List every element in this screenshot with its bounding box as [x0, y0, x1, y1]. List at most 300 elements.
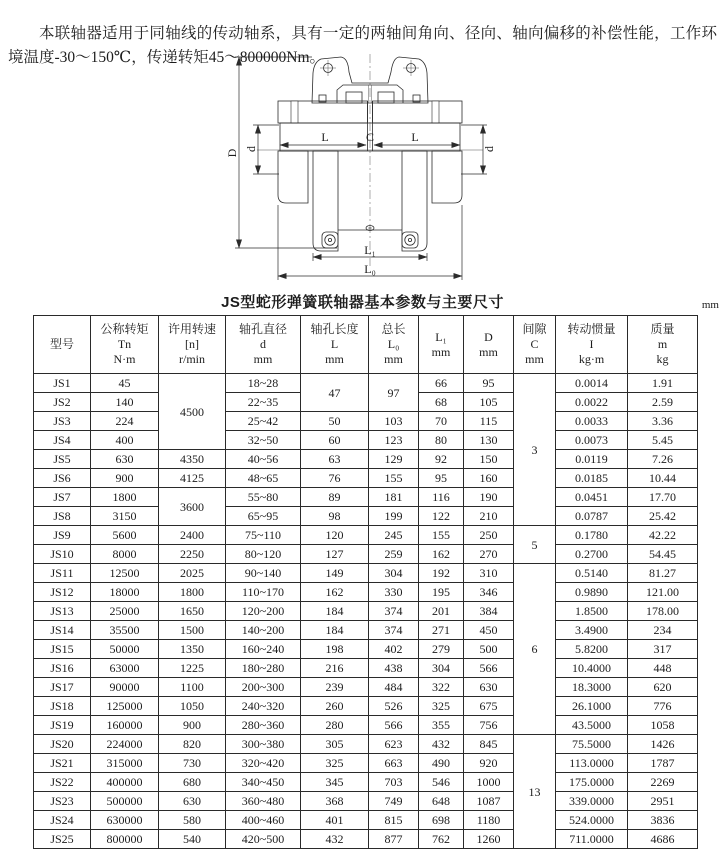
cell-L: 149: [301, 564, 369, 583]
cell-L: 63: [301, 450, 369, 469]
cell-d: 22~35: [226, 393, 301, 412]
cell-L0: 245: [369, 526, 419, 545]
cell-L1: 201: [419, 602, 464, 621]
cell-L: 60: [301, 431, 369, 450]
cell-L: 98: [301, 507, 369, 526]
cell-L1: 762: [419, 830, 464, 849]
cell-tn: 140: [91, 393, 159, 412]
cell-L1: 68: [419, 393, 464, 412]
cell-L1: 279: [419, 640, 464, 659]
cell-L0: 181: [369, 488, 419, 507]
cell-tn: 160000: [91, 716, 159, 735]
cell-L1: 192: [419, 564, 464, 583]
cell-D: 105: [464, 393, 514, 412]
dim-label-L-left: L: [321, 130, 329, 144]
cell-L0: 103: [369, 412, 419, 431]
table-row: [34, 545, 698, 564]
cell-D: 270: [464, 545, 514, 564]
cell-m: 3.36: [628, 412, 698, 431]
cell-m: 776: [628, 697, 698, 716]
cell-L: 162: [301, 583, 369, 602]
cell-d: 40~56: [226, 450, 301, 469]
cell-m: 178.00: [628, 602, 698, 621]
cell-L: 432: [301, 830, 369, 849]
cell-model: JS2: [34, 393, 91, 412]
cell-m: 7.26: [628, 450, 698, 469]
table-row: [34, 697, 698, 716]
cell-m: 81.27: [628, 564, 698, 583]
cell-L0: 663: [369, 754, 419, 773]
cell-I: 0.0073: [556, 431, 628, 450]
cell-L0: 199: [369, 507, 419, 526]
cell-D: 1000: [464, 773, 514, 792]
cell-model: JS12: [34, 583, 91, 602]
cell-model: JS19: [34, 716, 91, 735]
cell-n: 580: [159, 811, 226, 830]
cell-L1: 432: [419, 735, 464, 754]
spec-table-body: [34, 374, 698, 849]
cell-I: 1.8500: [556, 602, 628, 621]
cell-model: JS16: [34, 659, 91, 678]
cell-D: 130: [464, 431, 514, 450]
table-row: [34, 716, 698, 735]
cell-L1: 116: [419, 488, 464, 507]
cell-D: 1087: [464, 792, 514, 811]
header-cell-C: 间隙 C mm: [514, 316, 556, 374]
cell-n: 2400: [159, 526, 226, 545]
cell-L: 127: [301, 545, 369, 564]
cell-I: 0.2700: [556, 545, 628, 564]
cell-m: 1058: [628, 716, 698, 735]
cell-n: 4125: [159, 469, 226, 488]
cell-L: 47: [301, 374, 369, 412]
cell-I: 0.0014: [556, 374, 628, 393]
cell-L0: 129: [369, 450, 419, 469]
cell-model: JS17: [34, 678, 91, 697]
guard-plate-left: [313, 151, 338, 251]
cell-L: 401: [301, 811, 369, 830]
cell-tn: 224000: [91, 735, 159, 754]
cell-tn: 5600: [91, 526, 159, 545]
cell-L0: 484: [369, 678, 419, 697]
cell-m: 25.42: [628, 507, 698, 526]
cell-tn: 3150: [91, 507, 159, 526]
dim-label-d-left: d: [244, 146, 258, 152]
cell-I: 0.9890: [556, 583, 628, 602]
cell-model: JS10: [34, 545, 91, 564]
cell-tn: 63000: [91, 659, 159, 678]
dim-label-L1: L₁: [364, 243, 376, 257]
cell-tn: 400: [91, 431, 159, 450]
cell-d: 180~280: [226, 659, 301, 678]
cell-d: 48~65: [226, 469, 301, 488]
cell-n: 1050: [159, 697, 226, 716]
cell-L1: 546: [419, 773, 464, 792]
cell-model: JS7: [34, 488, 91, 507]
cell-model: JS3: [34, 412, 91, 431]
cell-D: 384: [464, 602, 514, 621]
cell-n: 540: [159, 830, 226, 849]
cell-model: JS4: [34, 431, 91, 450]
cell-L0: 304: [369, 564, 419, 583]
plate-bolt-left: [322, 232, 338, 248]
header-cell-n: 许用转速 [n] r/min: [159, 316, 226, 374]
cell-tn: 400000: [91, 773, 159, 792]
cell-L0: 155: [369, 469, 419, 488]
table-row: [34, 564, 698, 583]
header-cell-d: 轴孔直径 d mm: [226, 316, 301, 374]
cell-L: 345: [301, 773, 369, 792]
table-row: [34, 450, 698, 469]
cell-L1: 304: [419, 659, 464, 678]
spec-table-wrap: [33, 315, 698, 849]
cell-I: 339.0000: [556, 792, 628, 811]
cell-D: 190: [464, 488, 514, 507]
cell-n: 1650: [159, 602, 226, 621]
bolt-hole-left: [320, 60, 336, 76]
table-row: [34, 507, 698, 526]
cell-D: 1260: [464, 830, 514, 849]
cell-n: 1500: [159, 621, 226, 640]
cell-I: 0.1780: [556, 526, 628, 545]
cell-C: 3: [514, 374, 556, 526]
cell-d: 120~200: [226, 602, 301, 621]
table-row: [34, 754, 698, 773]
cell-tn: 1800: [91, 488, 159, 507]
cell-I: 0.0022: [556, 393, 628, 412]
table-row: [34, 659, 698, 678]
cell-L0: 749: [369, 792, 419, 811]
cell-C: 6: [514, 564, 556, 735]
cell-L: 260: [301, 697, 369, 716]
table-row: [34, 526, 698, 545]
cell-tn: 50000: [91, 640, 159, 659]
header-cell-model: 型号: [34, 316, 91, 374]
cell-n: 2025: [159, 564, 226, 583]
cell-d: 200~300: [226, 678, 301, 697]
table-row: [34, 773, 698, 792]
cell-L0: 97: [369, 374, 419, 412]
cell-L1: 155: [419, 526, 464, 545]
cell-I: 75.5000: [556, 735, 628, 754]
cell-I: 524.0000: [556, 811, 628, 830]
dim-label-C: C: [365, 130, 375, 144]
cell-L: 76: [301, 469, 369, 488]
header-row: [34, 316, 698, 374]
table-row: [34, 431, 698, 450]
cell-L1: 355: [419, 716, 464, 735]
cell-L0: 566: [369, 716, 419, 735]
cell-D: 346: [464, 583, 514, 602]
cell-I: 0.0119: [556, 450, 628, 469]
cell-D: 845: [464, 735, 514, 754]
coupling-diagram: [185, 50, 545, 293]
cell-m: 42.22: [628, 526, 698, 545]
cell-L: 50: [301, 412, 369, 431]
cell-L1: 490: [419, 754, 464, 773]
cell-d: 240~320: [226, 697, 301, 716]
dim-d-right: [461, 125, 496, 174]
cell-D: 566: [464, 659, 514, 678]
cell-L0: 259: [369, 545, 419, 564]
cell-m: 3836: [628, 811, 698, 830]
cell-tn: 500000: [91, 792, 159, 811]
cell-L1: 698: [419, 811, 464, 830]
cell-D: 630: [464, 678, 514, 697]
dim-d-left: [244, 125, 279, 174]
cell-model: JS9: [34, 526, 91, 545]
cell-n: 730: [159, 754, 226, 773]
cell-L1: 95: [419, 469, 464, 488]
table-row: [34, 488, 698, 507]
cell-model: JS25: [34, 830, 91, 849]
cell-n: 1800: [159, 583, 226, 602]
cell-I: 26.1000: [556, 697, 628, 716]
cell-L: 184: [301, 602, 369, 621]
cell-model: JS21: [34, 754, 91, 773]
cell-m: 2269: [628, 773, 698, 792]
cell-D: 160: [464, 469, 514, 488]
cell-tn: 125000: [91, 697, 159, 716]
cell-I: 0.0033: [556, 412, 628, 431]
hub-left-lower: [278, 151, 308, 203]
cell-I: 10.4000: [556, 659, 628, 678]
cell-D: 920: [464, 754, 514, 773]
cell-model: JS8: [34, 507, 91, 526]
cell-tn: 90000: [91, 678, 159, 697]
dim-label-L0: L₀: [364, 262, 376, 276]
cell-L0: 123: [369, 431, 419, 450]
cell-d: 90~140: [226, 564, 301, 583]
cell-d: 18~28: [226, 374, 301, 393]
cell-L0: 703: [369, 773, 419, 792]
cell-D: 150: [464, 450, 514, 469]
table-row: [34, 735, 698, 754]
cell-n: 4350: [159, 450, 226, 469]
cell-L: 198: [301, 640, 369, 659]
table-row: [34, 621, 698, 640]
cell-d: 420~500: [226, 830, 301, 849]
cell-model: JS14: [34, 621, 91, 640]
dim-label-D: D: [225, 148, 239, 158]
cell-L1: 122: [419, 507, 464, 526]
cell-m: 54.45: [628, 545, 698, 564]
cell-D: 675: [464, 697, 514, 716]
cell-m: 1787: [628, 754, 698, 773]
table-row: [34, 678, 698, 697]
bolt-hole-right: [403, 60, 419, 76]
header-cell-L0: 总长 L₀ mm: [369, 316, 419, 374]
table-row: [34, 792, 698, 811]
cell-tn: 25000: [91, 602, 159, 621]
cell-m: 17.70: [628, 488, 698, 507]
cell-tn: 900: [91, 469, 159, 488]
cell-tn: 12500: [91, 564, 159, 583]
hub-right-lower: [432, 151, 462, 203]
header-cell-m: 质量 m kg: [628, 316, 698, 374]
cell-m: 5.45: [628, 431, 698, 450]
cell-model: JS13: [34, 602, 91, 621]
header-cell-D: D mm: [464, 316, 514, 374]
cell-n: 1225: [159, 659, 226, 678]
cell-D: 500: [464, 640, 514, 659]
cell-n: 1350: [159, 640, 226, 659]
cell-I: 5.8200: [556, 640, 628, 659]
cell-d: 80~120: [226, 545, 301, 564]
cell-d: 65~95: [226, 507, 301, 526]
dim-label-L-right: L: [411, 130, 419, 144]
table-row: [34, 469, 698, 488]
table-row: [34, 374, 698, 393]
cell-D: 756: [464, 716, 514, 735]
cell-L: 280: [301, 716, 369, 735]
cell-model: JS11: [34, 564, 91, 583]
header-cell-L1: L₁ mm: [419, 316, 464, 374]
cell-L1: 70: [419, 412, 464, 431]
cell-model: JS24: [34, 811, 91, 830]
cell-model: JS6: [34, 469, 91, 488]
cell-d: 55~80: [226, 488, 301, 507]
cell-model: JS18: [34, 697, 91, 716]
cell-n: 3600: [159, 488, 226, 526]
cell-I: 0.5140: [556, 564, 628, 583]
cell-model: JS1: [34, 374, 91, 393]
header-cell-tn: 公称转矩 Tn N·m: [91, 316, 159, 374]
dim-LCL: [280, 130, 460, 145]
plate-bolt-right: [402, 232, 418, 248]
cell-tn: 45: [91, 374, 159, 393]
cell-L0: 402: [369, 640, 419, 659]
coupling-drawing: [185, 50, 545, 293]
cell-d: 280~360: [226, 716, 301, 735]
cell-L1: 80: [419, 431, 464, 450]
cell-m: 1.91: [628, 374, 698, 393]
cell-D: 115: [464, 412, 514, 431]
cell-tn: 35500: [91, 621, 159, 640]
cell-d: 110~170: [226, 583, 301, 602]
cell-m: 1426: [628, 735, 698, 754]
cell-I: 0.0451: [556, 488, 628, 507]
cell-n: 1100: [159, 678, 226, 697]
cell-C: 13: [514, 735, 556, 849]
unit-note: mm: [701, 299, 719, 311]
cell-m: 10.44: [628, 469, 698, 488]
cell-L: 120: [301, 526, 369, 545]
cell-L0: 374: [369, 602, 419, 621]
cell-D: 450: [464, 621, 514, 640]
dim-D: [225, 57, 337, 248]
cell-I: 113.0000: [556, 754, 628, 773]
cell-model: JS23: [34, 792, 91, 811]
table-row: [34, 811, 698, 830]
cell-n: 2250: [159, 545, 226, 564]
cell-I: 0.0787: [556, 507, 628, 526]
cell-model: JS5: [34, 450, 91, 469]
cell-L: 305: [301, 735, 369, 754]
cell-L1: 271: [419, 621, 464, 640]
cell-D: 250: [464, 526, 514, 545]
cell-L0: 374: [369, 621, 419, 640]
cell-L1: 66: [419, 374, 464, 393]
spec-table: [33, 315, 698, 849]
table-title: JS型蛇形弹簧联轴器基本参数与主要尺寸: [221, 294, 504, 311]
cell-d: 140~200: [226, 621, 301, 640]
cell-n: 630: [159, 792, 226, 811]
guard-plate-right: [402, 151, 427, 251]
cell-L1: 92: [419, 450, 464, 469]
cell-d: 360~480: [226, 792, 301, 811]
cell-tn: 315000: [91, 754, 159, 773]
cell-m: 121.00: [628, 583, 698, 602]
cell-tn: 630: [91, 450, 159, 469]
cell-n: 900: [159, 716, 226, 735]
cell-tn: 8000: [91, 545, 159, 564]
cell-L: 325: [301, 754, 369, 773]
cell-d: 320~420: [226, 754, 301, 773]
cell-I: 18.3000: [556, 678, 628, 697]
cell-I: 175.0000: [556, 773, 628, 792]
cell-D: 210: [464, 507, 514, 526]
cell-L1: 322: [419, 678, 464, 697]
intro-paragraph: 本联轴器适用于同轴线的传动轴系，具有一定的两轴间角向、径向、轴向偏移的补偿性能，工作环境温度-30～150℃，传递转矩45～800000Nm。: [8, 24, 717, 66]
cell-I: 43.5000: [556, 716, 628, 735]
cell-n: 4500: [159, 374, 226, 450]
cell-L0: 815: [369, 811, 419, 830]
cell-d: 75~110: [226, 526, 301, 545]
dim-label-d-right: d: [482, 146, 496, 152]
cell-m: 234: [628, 621, 698, 640]
header-cell-I: 转动惯量 I kg·m: [556, 316, 628, 374]
cell-m: 317: [628, 640, 698, 659]
cell-d: 160~240: [226, 640, 301, 659]
cell-n: 680: [159, 773, 226, 792]
cell-L: 239: [301, 678, 369, 697]
cell-L0: 526: [369, 697, 419, 716]
cell-D: 95: [464, 374, 514, 393]
cell-C: 5: [514, 526, 556, 564]
cell-L: 216: [301, 659, 369, 678]
cell-m: 448: [628, 659, 698, 678]
cell-D: 310: [464, 564, 514, 583]
cell-d: 300~380: [226, 735, 301, 754]
cell-m: 4686: [628, 830, 698, 849]
cell-L0: 877: [369, 830, 419, 849]
cell-L1: 648: [419, 792, 464, 811]
header-cell-L: 轴孔长度 L mm: [301, 316, 369, 374]
cell-L1: 162: [419, 545, 464, 564]
cell-m: 620: [628, 678, 698, 697]
cell-I: 0.0185: [556, 469, 628, 488]
cell-D: 1180: [464, 811, 514, 830]
cell-n: 820: [159, 735, 226, 754]
cell-I: 3.4900: [556, 621, 628, 640]
cell-L0: 623: [369, 735, 419, 754]
cell-L1: 325: [419, 697, 464, 716]
cell-model: JS20: [34, 735, 91, 754]
cell-tn: 800000: [91, 830, 159, 849]
spec-table-head: [34, 316, 698, 374]
cell-L0: 438: [369, 659, 419, 678]
cell-L: 89: [301, 488, 369, 507]
table-row: [34, 583, 698, 602]
cell-model: JS22: [34, 773, 91, 792]
cell-I: 711.0000: [556, 830, 628, 849]
cell-L: 368: [301, 792, 369, 811]
table-row: [34, 640, 698, 659]
cell-d: 25~42: [226, 412, 301, 431]
cell-L1: 195: [419, 583, 464, 602]
table-row: [34, 602, 698, 621]
